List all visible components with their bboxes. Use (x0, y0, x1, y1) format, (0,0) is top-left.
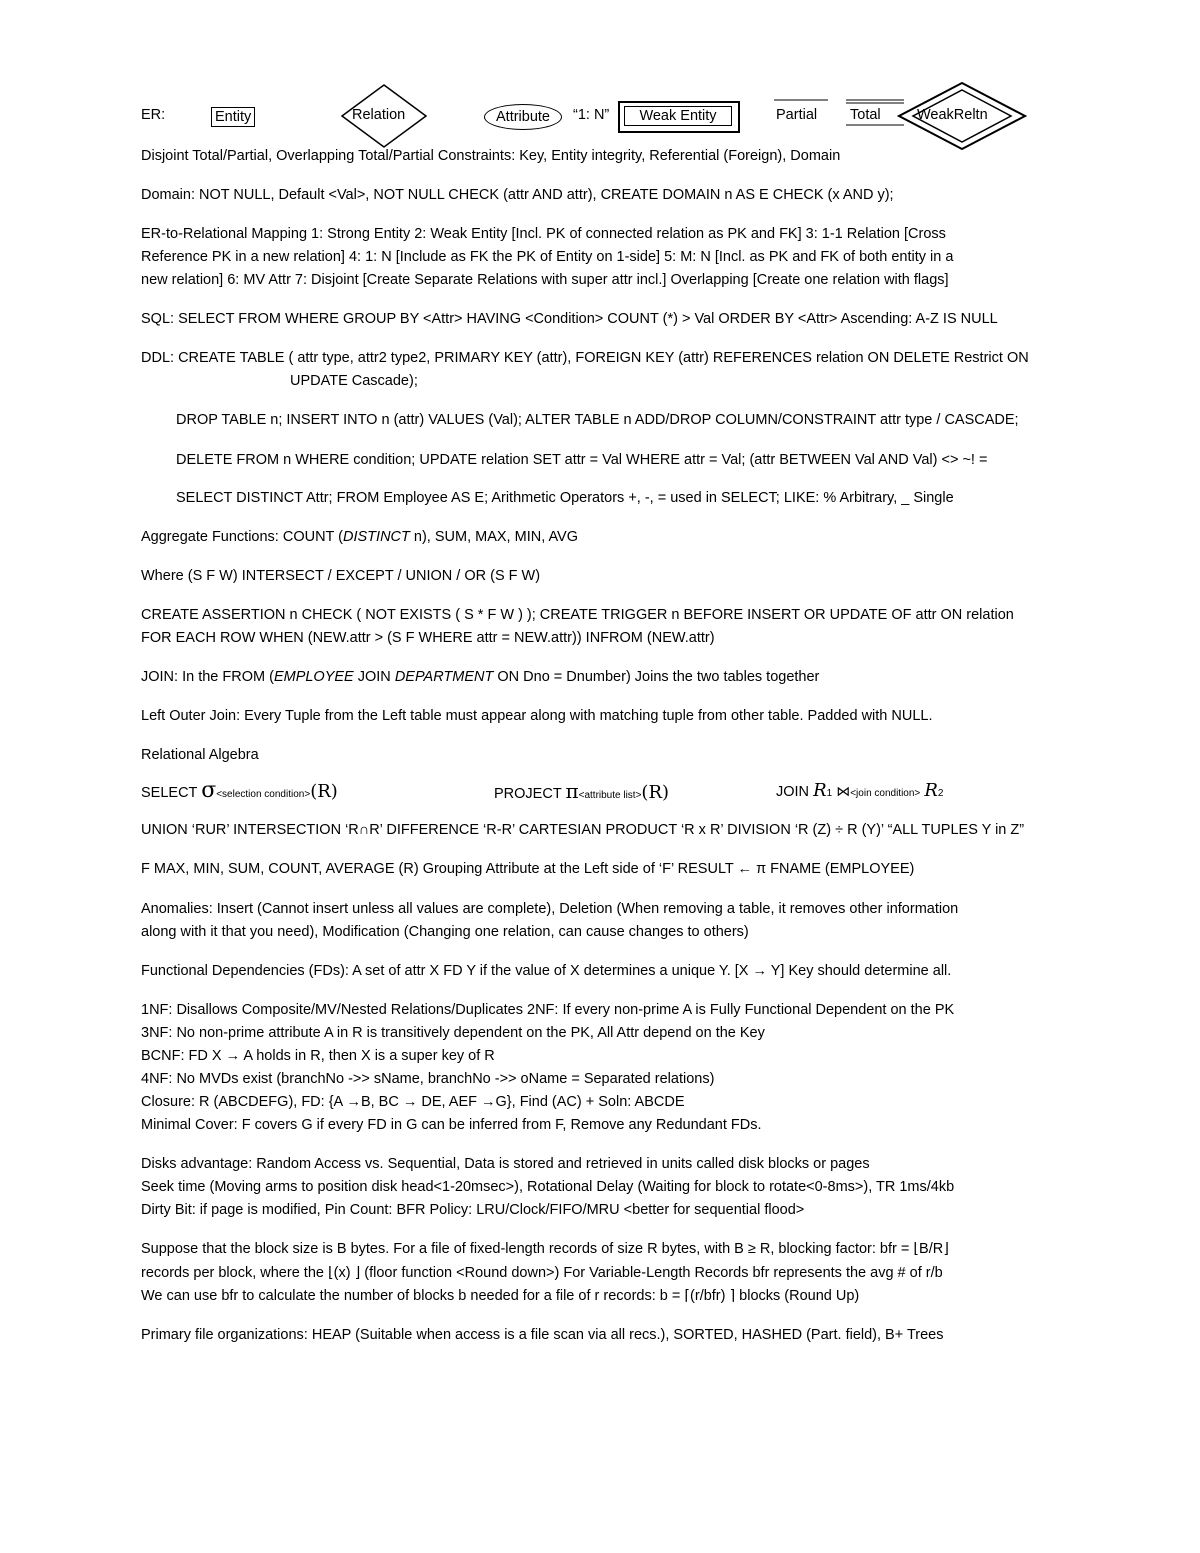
total-label: Total (850, 107, 881, 123)
assertion-line-1: CREATE ASSERTION n CHECK ( NOT EXISTS ( S * F W ) ); CREATE TRIGGER n BEFORE INSERT OR UPDATE OF attr ON relation (141, 607, 1014, 623)
disks-line-1: Disks advantage: Random Access vs. Sequential, Data is stored and retrieved in units called disk blocks or pages (141, 1156, 870, 1172)
assertion-line-2: FOR EACH ROW WHEN (NEW.attr > (S F WHERE attr = NEW.attr)) INFROM (NEW.attr) (141, 630, 715, 646)
fd-line: Functional Dependencies (FDs): A set of attr X FD Y if the value of X determines a unique Y. [X → Y] Key should determine all. (141, 963, 952, 979)
r1-symbol: R (813, 780, 827, 801)
mapping-line-1: ER-to-Relational Mapping 1: Strong Entity 2: Weak Entity [Incl. PK of connected relation as PK and FK] 3: 1-1 Relation [Cross (141, 226, 946, 242)
join-post: ON Dno = Dnumber) Joins the two tables together (493, 669, 820, 685)
mapping-line-3: new relation] 6: MV Attr 7: Disjoint [Create Separate Relations with super attr incl.] Overlapping [Create one relation with flags] (141, 272, 949, 288)
disjoint-line: Disjoint Total/Partial, Overlapping Total/Partial Constraints: Key, Entity integrity, Referential (Foreign), Domain (141, 148, 841, 164)
algebra-join (776, 780, 943, 805)
weak-entity-label: Weak Entity (624, 106, 732, 126)
er-legend (0, 101, 1200, 135)
left-outer-line: Left Outer Join: Every Tuple from the Left table must appear along with matching tuple from other table. Padded with NULL. (141, 708, 933, 724)
drop-line: DROP TABLE n; INSERT INTO n (attr) VALUES (Val); ALTER TABLE n ADD/DROP COLUMN/CONSTRAINT attr type / CASCADE; (176, 412, 1019, 428)
weak-relation-label: WeakReltn (917, 107, 988, 123)
mapping-line-2: Reference PK in a new relation] 4: 1: N [Include as FK the PK of Entity on 1-side] 5: M: N [Incl. as PK and FK of both entity in a (141, 249, 954, 265)
aggregate-italic: DISTINCT (343, 529, 410, 545)
anomalies-line-1: Anomalies: Insert (Cannot insert unless all values are complete), Deletion (When removing a table, it removes other information (141, 901, 959, 917)
bcnf-line: BCNF: FD X → A holds in R, then X is a super key of R (141, 1048, 495, 1064)
aggregate-line (141, 526, 578, 548)
partial-line-icon (774, 98, 830, 104)
aggregate-algebra-line: F MAX, MIN, SUM, COUNT, AVERAGE (R) Grouping Attribute at the Left side of ‘F’ RESULT ← π FNAME (EMPLOYEE) (141, 861, 915, 877)
minimal-cover-line: Minimal Cover: F covers G if every FD in G can be inferred from F, Remove any Redundant FDs. (141, 1117, 762, 1133)
sigma-symbol: σ (201, 778, 217, 803)
project-argument: (R) (641, 782, 670, 803)
cardinality-label: “1: N” (573, 107, 610, 123)
block-line-2: records per block, where the ⌊(x) ⌋ (floor function <Round down>) For Variable-Length Records bfr represents the avg # of r/b (141, 1265, 943, 1281)
select-argument: (R) (310, 781, 338, 802)
weak-entity-shape (618, 101, 740, 133)
nf3-line: 3NF: No non-prime attribute A in R is transitively dependent on the PK, All Attr depend on the Key (141, 1025, 765, 1041)
join-italic-2: DEPARTMENT (394, 669, 494, 685)
anomalies-line-2: along with it that you need), Modification (Changing one relation, can cause changes to others) (141, 924, 749, 940)
algebra-select-label: SELECT (141, 785, 198, 801)
r2-subscript: 2 (937, 788, 944, 799)
algebra-project (494, 780, 669, 807)
select-subscript: <selection condition> (216, 789, 311, 800)
ddl-line-2: UPDATE Cascade); (290, 373, 418, 389)
primary-file-line: Primary file organizations: HEAP (Suitable when access is a file scan via all recs.), SORTED, HASHED (Part. field), B+ Trees (141, 1327, 944, 1343)
algebra-project-label: PROJECT (494, 786, 562, 802)
join-line (141, 666, 819, 688)
block-line-3: We can use bfr to calculate the number of blocks b needed for a file of r records: b = ⌈(r/bfr) ⌉ blocks (Round Up) (141, 1288, 860, 1304)
pi-symbol: π (565, 779, 579, 803)
sql-line: SQL: SELECT FROM WHERE GROUP BY <Attr> HAVING <Condition> COUNT (*) > Val ORDER BY <Attr> Ascending: A-Z IS NULL (141, 311, 998, 327)
join-mid: JOIN (353, 669, 395, 685)
select-distinct-line: SELECT DISTINCT Attr; FROM Employee AS E; Arithmetic Operators +, -, = used in SELECT; LIKE: % Arbitrary, _ Single (176, 490, 954, 506)
r1-subscript: 1 (826, 788, 833, 799)
delete-line: DELETE FROM n WHERE condition; UPDATE relation SET attr = Val WHERE attr = Val; (attr BETWEEN Val AND Val) <> ~! = (176, 452, 988, 468)
project-subscript: <attribute list> (578, 790, 642, 801)
attribute-ellipse: Attribute (484, 104, 562, 130)
bowtie-symbol: ⋈ (836, 784, 851, 800)
join-italic-1: EMPLOYEE (273, 669, 354, 685)
aggregate-pre: Aggregate Functions: COUNT ( (141, 529, 344, 545)
ddl-line-1: DDL: CREATE TABLE ( attr type, attr2 type2, PRIMARY KEY (attr), FOREIGN KEY (attr) REFERENCES relation ON DELETE Restrict ON (141, 350, 1029, 366)
entity-shape: Entity (211, 107, 255, 127)
partial-label: Partial (776, 107, 818, 123)
algebra-select (141, 780, 338, 806)
disks-line-3: Dirty Bit: if page is modified, Pin Count: BFR Policy: LRU/Clock/FIFO/MRU <better for sequential flood> (141, 1202, 805, 1218)
algebra-join-label: JOIN (776, 784, 810, 800)
closure-line: Closure: R (ABCDEFG), FD: {A →B, BC → DE, AEF →G}, Find (AC) + Soln: ABCDE (141, 1094, 685, 1110)
er-label: ER: (141, 107, 166, 123)
aggregate-post: n), SUM, MAX, MIN, AVG (409, 529, 578, 545)
join-pre: JOIN: In the FROM ( (141, 669, 274, 685)
domain-line: Domain: NOT NULL, Default <Val>, NOT NULL CHECK (attr AND attr), CREATE DOMAIN n AS E CHECK (x AND y); (141, 187, 894, 203)
disks-line-2: Seek time (Moving arms to position disk head<1-20msec>), Rotational Delay (Waiting for block to rotate<0-8ms>), TR 1ms/4kb (141, 1179, 955, 1195)
nf1-line: 1NF: Disallows Composite/MV/Nested Relations/Duplicates 2NF: If every non-prime A is Fully Functional Dependent on the PK (141, 1002, 955, 1018)
where-line: Where (S F W) INTERSECT / EXCEPT / UNION / OR (S F W) (141, 568, 541, 584)
nf4-line: 4NF: No MVDs exist (branchNo ->> sName, branchNo ->> oName = Separated relations) (141, 1071, 715, 1087)
set-operations-line: UNION ‘RUR’ INTERSECTION ‘R∩R’ DIFFERENCE ‘R-R’ CARTESIAN PRODUCT ‘R x R’ DIVISION ‘R (Z) ÷ R (Y)’ “ALL TUPLES Y in Z” (141, 822, 1025, 838)
block-line-1: Suppose that the block size is B bytes. For a file of fixed-length records of size R bytes, with B ≥ R, blocking factor: bfr = ⌊B/R⌋ (141, 1241, 949, 1257)
relation-label: Relation (352, 107, 406, 123)
join-subscript: <join condition> (850, 788, 921, 799)
relational-algebra-heading: Relational Algebra (141, 747, 259, 763)
r2-symbol: R (924, 780, 938, 801)
